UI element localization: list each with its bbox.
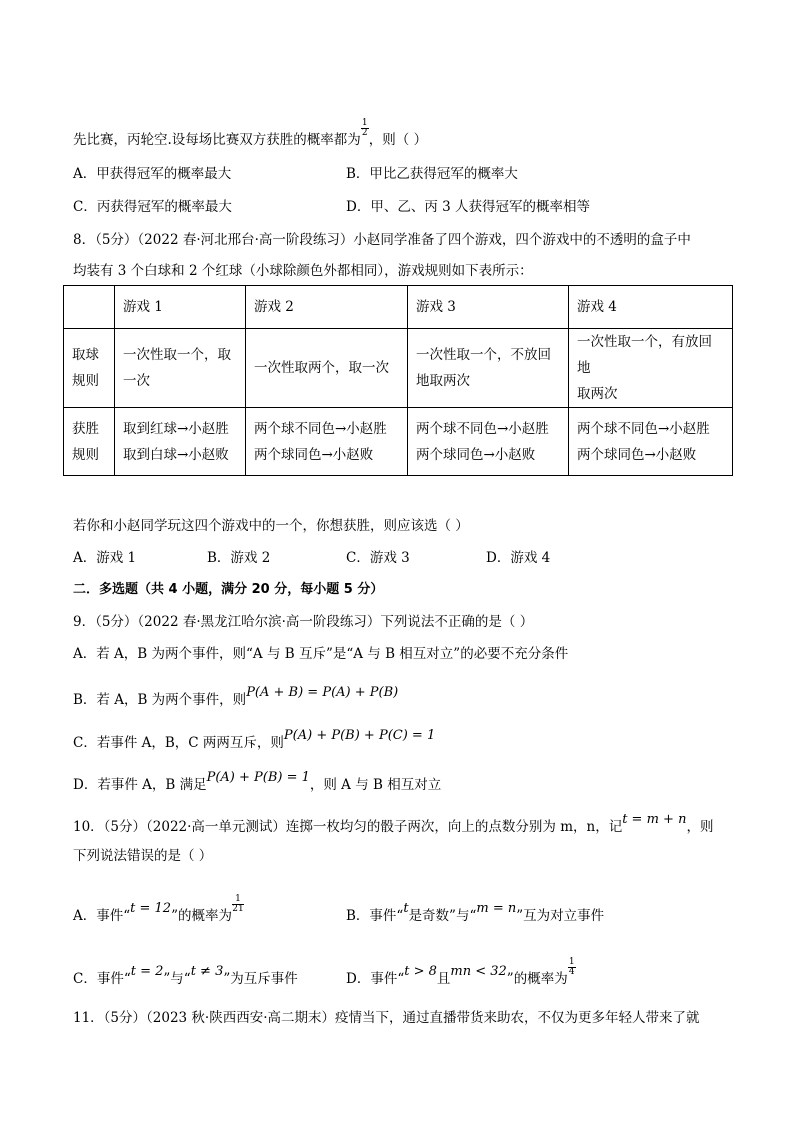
q10-stem-line2: 下列说法错误的是（ ） <box>73 848 213 864</box>
q7-option-a[interactable]: A．甲获得冠军的概率最大 <box>73 166 232 182</box>
option-text: D．事件“ <box>346 971 405 987</box>
option-text: C．若事件 A，B，C 两两互斥，则 <box>73 735 284 751</box>
cell-line: 取到白球→小赵败 <box>123 446 229 463</box>
cell-line: 两个球同色→小赵败 <box>577 446 697 463</box>
stem-text: 10．（5分）（2022·高一单元测试）连掷一枚均匀的骰子两次，向上的点数分别为 m，n，记 <box>73 819 623 835</box>
option-text: ”互为对立事件 <box>516 908 605 924</box>
q9-option-a[interactable]: A．若 A，B 为两个事件，则“A 与 B 互斥”是“A 与 B 相互对立”的必要不充分条件 <box>73 646 569 662</box>
cell-line: 两个球不同色→小赵胜 <box>416 420 549 437</box>
cell-line: 一次性取一个，有放回地 <box>577 334 712 376</box>
option-text: 且 <box>436 971 451 987</box>
row-label <box>64 329 115 408</box>
q10-option-b[interactable] <box>346 901 605 926</box>
option-text: ”为互斥事件 <box>223 971 298 987</box>
q8-option-a[interactable]: A．游戏 1 <box>73 550 137 566</box>
option-text: ”的概率为 <box>506 971 568 987</box>
q10a-fraction <box>232 894 244 925</box>
cell-line: 一次 <box>123 373 150 389</box>
q9-option-b[interactable] <box>73 685 399 710</box>
q10-option-a[interactable] <box>73 894 244 926</box>
cell-line: 两个球同色→小赵败 <box>254 446 374 463</box>
cell-line: 一次性取一个，取 <box>123 347 231 363</box>
frac-den: 21 <box>232 904 244 914</box>
table-cell <box>246 329 408 408</box>
q10d-fraction <box>568 957 576 988</box>
q10-stem-line1 <box>73 812 714 837</box>
cell-line: 地取两次 <box>416 373 470 389</box>
q9-option-d[interactable] <box>73 770 442 795</box>
cell-line: 两个球同色→小赵败 <box>416 446 536 463</box>
math-expression: t = 12 <box>130 901 172 916</box>
frac-den: 2 <box>361 128 368 138</box>
cell-line: 两个球不同色→小赵胜 <box>577 420 710 437</box>
frac-num: 1 <box>568 957 575 967</box>
row-label-line: 获胜 <box>72 420 99 437</box>
q7-option-c[interactable]: C．丙获得冠军的概率最大 <box>73 199 232 215</box>
math-expression: m = n <box>476 901 517 916</box>
stem-text: ，则 <box>686 819 714 835</box>
option-text: ，则 A 与 B 相互对立 <box>309 777 442 793</box>
math-expression: P(A) + P(B) = 1 <box>206 770 310 785</box>
option-text: A．事件“ <box>73 908 131 924</box>
math-expression: P(A) + P(B) + P(C) = 1 <box>283 728 436 743</box>
cell-line: 两个球不同色→小赵胜 <box>254 420 387 437</box>
q8-stem-line1: 8．（5分）（2022 春·河北邢台·高一阶段练习）小赵同学准备了四个游戏，四个游戏中的不透明的盒子中 <box>73 232 691 248</box>
table-corner-cell <box>64 286 115 329</box>
q7-option-d[interactable]: D．甲、乙、丙 3 人获得冠军的概率相等 <box>346 199 590 215</box>
table-row <box>64 329 733 408</box>
table-header-row <box>64 286 733 329</box>
cell-line: 一次性取两个，取一次 <box>254 360 389 376</box>
math-expression: t <box>403 901 409 916</box>
section-heading: 二．多选题（共 4 小题，满分 20 分，每小题 5 分） <box>73 582 384 597</box>
q7-option-b[interactable]: B．甲比乙获得冠军的概率大 <box>346 166 518 182</box>
option-text: C．事件“ <box>73 971 131 987</box>
row-label-line: 规则 <box>72 373 99 389</box>
table-header: 游戏 4 <box>569 286 733 329</box>
row-label-line: 取球 <box>72 347 99 363</box>
q9-stem: 9．（5分）（2022 春·黑龙江哈尔滨·高一阶段练习）下列说法不正确的是（ ） <box>73 614 534 630</box>
table-cell <box>408 408 569 476</box>
q8-option-d[interactable]: D．游戏 4 <box>486 550 551 566</box>
table-cell <box>569 329 733 408</box>
frac-num: 1 <box>361 118 368 128</box>
math-expression: t = 2 <box>130 964 164 979</box>
option-text: D．若事件 A，B 满足 <box>73 777 207 793</box>
option-text: B．事件“ <box>346 908 404 924</box>
q10-option-d[interactable] <box>346 957 576 989</box>
option-text: ”与“ <box>163 971 191 987</box>
q7-stem <box>73 118 428 149</box>
math-expression: mn < 32 <box>450 964 507 979</box>
q8-option-c[interactable]: C．游戏 3 <box>346 550 410 566</box>
q7-stem-end: ，则（ ） <box>368 132 428 148</box>
cell-line: 一次性取一个，不放回 <box>416 347 551 363</box>
table-header: 游戏 3 <box>408 286 569 329</box>
q8-stem-line2: 均装有 3 个白球和 2 个红球（小球除颜色外都相同），游戏规则如下表所示： <box>73 263 533 279</box>
row-label-line: 规则 <box>72 446 99 463</box>
cell-line: 取到红球→小赵胜 <box>123 420 229 437</box>
math-expression: t ≠ 3 <box>190 964 224 979</box>
table-cell <box>408 329 569 408</box>
q7-fraction <box>361 118 369 149</box>
frac-num: 1 <box>235 894 241 904</box>
option-text: B．若 A，B 为两个事件，则 <box>73 692 247 708</box>
cell-line: 取两次 <box>577 386 618 402</box>
row-label <box>64 408 115 476</box>
q7-stem-text: 先比赛，丙轮空.设每场比赛双方获胜的概率都为 <box>73 132 361 148</box>
q8-question: 若你和小赵同学玩这四个游戏中的一个，你想获胜，则应该选（ ） <box>73 518 469 534</box>
table-cell <box>246 408 408 476</box>
table-header: 游戏 1 <box>115 286 246 329</box>
table-cell <box>115 329 246 408</box>
q8-option-b[interactable]: B．游戏 2 <box>207 550 271 566</box>
math-expression: t > 8 <box>404 964 437 979</box>
math-expression: t = m + n <box>622 812 687 827</box>
game-rules-table <box>63 285 733 476</box>
table-row <box>64 408 733 476</box>
table-cell <box>569 408 733 476</box>
q10-option-c[interactable] <box>73 964 298 989</box>
q9-option-c[interactable] <box>73 728 436 753</box>
math-expression: P(A + B) = P(A) + P(B) <box>246 685 399 700</box>
q11-stem-line1: 11．（5分）（2023 秋·陕西西安·高二期末）疫情当下，通过直播带货来助农，不仅为更多年轻人带来了就 <box>73 1010 700 1026</box>
option-text: 是奇数”与“ <box>408 908 477 924</box>
table-header: 游戏 2 <box>246 286 408 329</box>
frac-den: 4 <box>568 967 575 977</box>
option-text: ”的概率为 <box>171 908 232 924</box>
table-cell <box>115 408 246 476</box>
